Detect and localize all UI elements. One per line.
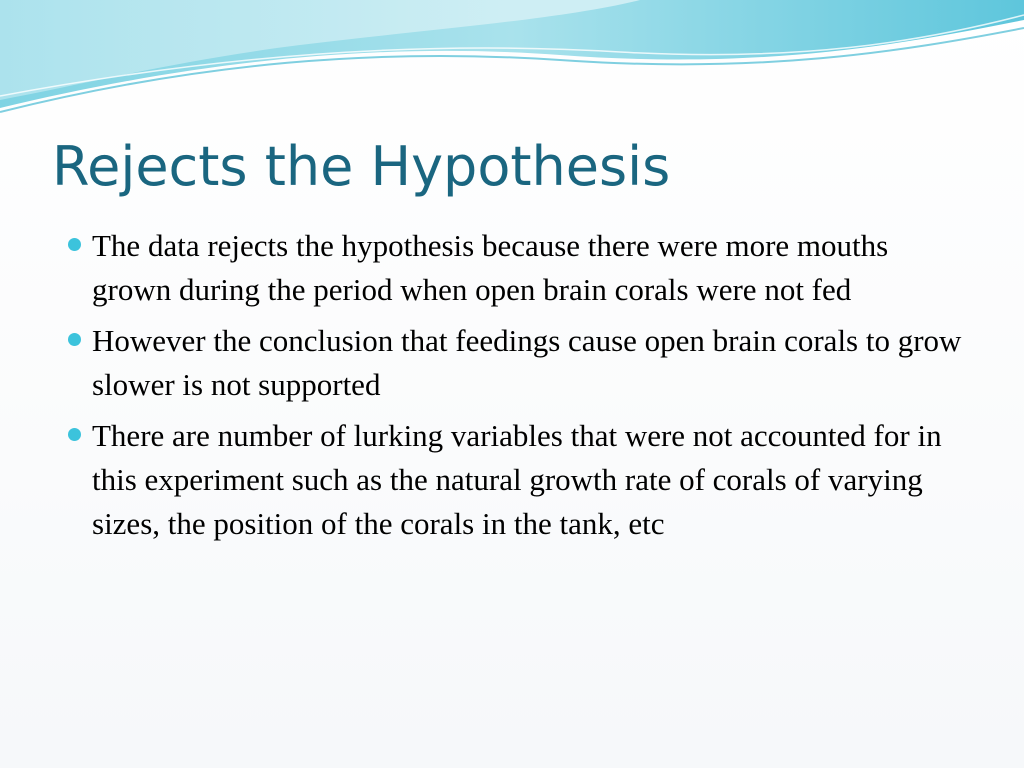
bullet-text: However the conclusion that feedings cause open brain corals to grow slower is not supported (92, 323, 962, 402)
header-wave-decoration (0, 0, 1024, 120)
bullet-text: There are number of lurking variables that were not accounted for in this experiment such as the natural growth rate of corals of varying sizes, the position of the corals in the tank, etc (92, 418, 942, 541)
slide-title: Rejects the Hypothesis (52, 135, 671, 198)
bullet-dot-icon (68, 333, 81, 346)
bullet-dot-icon (68, 428, 81, 441)
bullet-list (64, 224, 964, 553)
bullet-dot-icon (68, 238, 81, 251)
bullet-item (64, 319, 964, 407)
bullet-item (64, 414, 964, 546)
bullet-text: The data rejects the hypothesis because there were more mouths grown during the period when open brain corals were not fed (92, 228, 889, 307)
bullet-item (64, 224, 964, 312)
